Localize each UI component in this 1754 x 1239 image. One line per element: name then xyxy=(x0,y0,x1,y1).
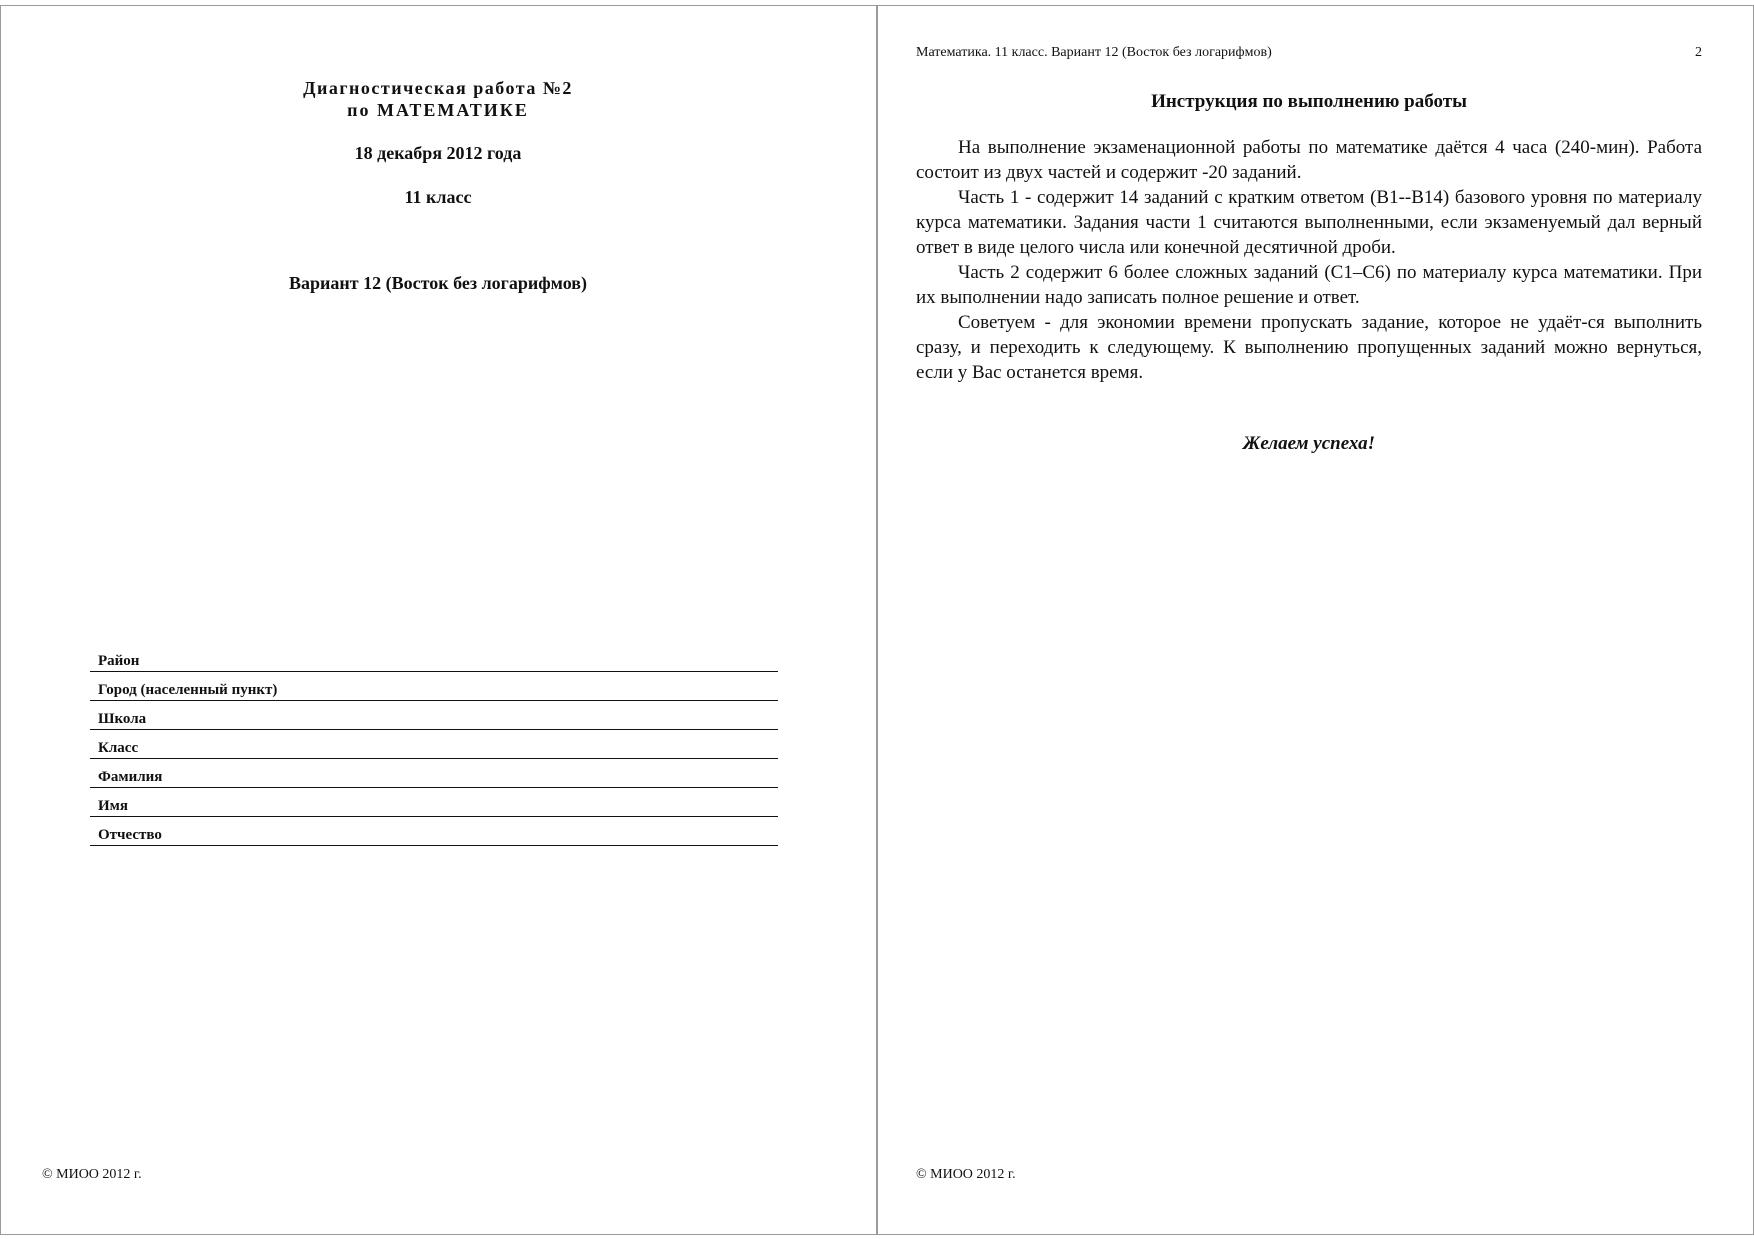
student-info-form xyxy=(90,645,778,848)
field-first-name[interactable] xyxy=(90,790,778,817)
field-label: Имя xyxy=(98,798,128,814)
page-number: 2 xyxy=(1695,45,1702,60)
instruction-paragraph: Советуем - для экономии времени пропускать задание, которое не удаёт-ся выполнить сразу, и переходить к следующему. К выполнению пропущенных заданий можно вернуться, если у Вас останется время. xyxy=(916,312,1702,383)
variant-label: Вариант 12 (Восток без логарифмов) xyxy=(289,273,587,293)
header-text: Математика. 11 класс. Вариант 12 (Восток без логарифмов) xyxy=(916,45,1272,60)
field-district[interactable] xyxy=(90,645,778,672)
field-class[interactable] xyxy=(90,732,778,759)
right-page xyxy=(878,5,1754,1235)
instruction-body xyxy=(916,135,1702,385)
field-school[interactable] xyxy=(90,703,778,730)
field-label: Фамилия xyxy=(98,769,163,785)
field-label: Школа xyxy=(98,711,147,727)
instruction-paragraph: На выполнение экзаменационной работы по математике даётся 4 часа (240-мин). Работа состоит из двух частей и содержит -20 заданий. xyxy=(916,137,1702,183)
closing-wish: Желаем успеха! xyxy=(1242,433,1376,454)
grade-label: 11 класс xyxy=(404,187,472,207)
subject-title: по МАТЕМАТИКЕ xyxy=(347,100,529,120)
left-page xyxy=(0,5,876,1235)
instruction-title: Инструкция по выполнению работы xyxy=(1151,91,1467,112)
copyright: © МИОО 2012 г. xyxy=(916,1167,1016,1182)
running-header xyxy=(916,45,1702,61)
field-label: Город (населенный пункт) xyxy=(98,682,278,698)
field-surname[interactable] xyxy=(90,761,778,788)
field-label: Район xyxy=(98,653,140,669)
field-patronymic[interactable] xyxy=(90,819,778,846)
copyright: © МИОО 2012 г. xyxy=(42,1167,142,1182)
instruction-paragraph: Часть 1 - содержит 14 заданий с кратким ответом (B1--B14) базового уровня по материалу курса математики. Задания части 1 считаются выполненными, если экзаменуемый дал верный ответ в виде целого числа или конечной десятичной дроби. xyxy=(916,187,1702,258)
exam-date: 18 декабря 2012 года xyxy=(354,143,522,163)
field-city[interactable] xyxy=(90,674,778,701)
field-label: Класс xyxy=(98,740,139,756)
document-title: Диагностическая работа №2 xyxy=(303,78,573,98)
field-label: Отчество xyxy=(98,827,162,843)
instruction-paragraph: Часть 2 содержит 6 более сложных заданий (С1–С6) по материалу курса математики. При их выполнении надо записать полное решение и ответ. xyxy=(916,262,1702,308)
